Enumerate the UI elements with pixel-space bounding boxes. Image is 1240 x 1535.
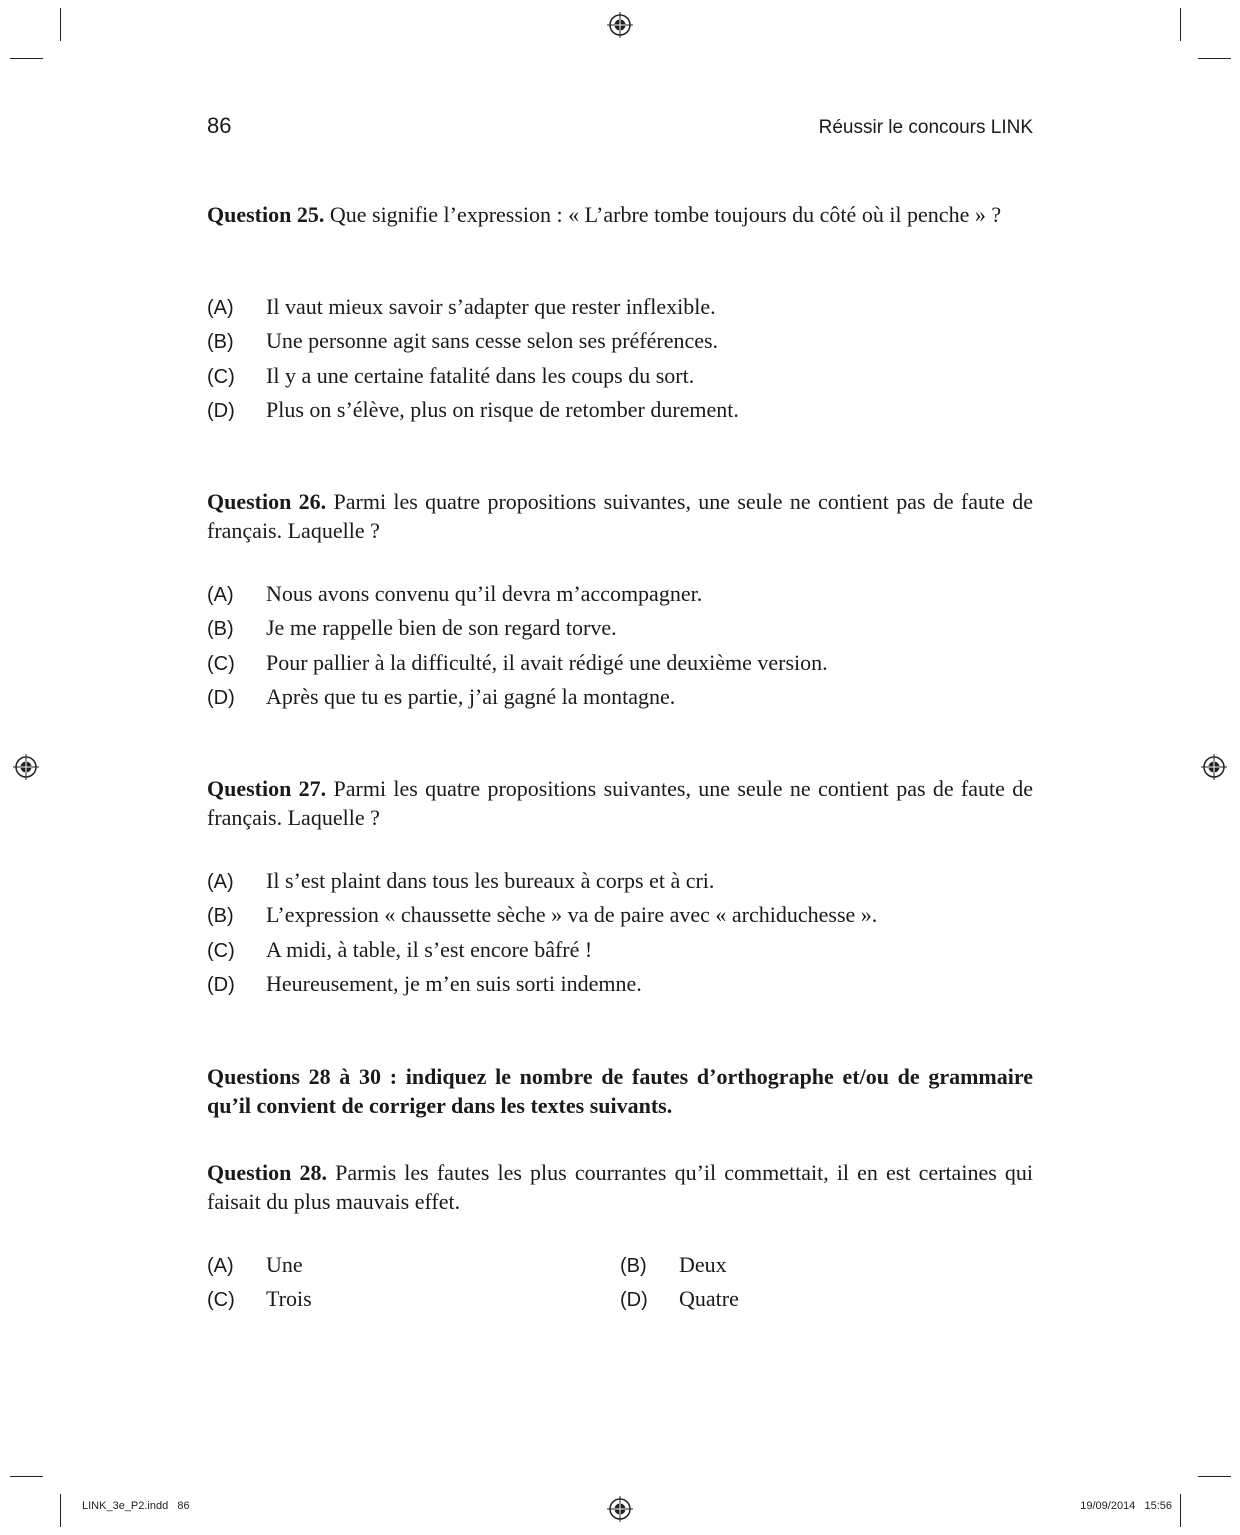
question-26-options	[207, 579, 1033, 716]
option-letter: (A)	[207, 297, 234, 319]
question-27-text	[207, 774, 1033, 832]
option-text: Pour pallier à la difficulté, il avait rédigé une deuxième version.	[266, 649, 828, 675]
option-c	[207, 648, 1033, 682]
option-letter: (B)	[620, 1255, 647, 1277]
option-text: Après que tu es partie, j’ai gagné la montagne.	[266, 683, 676, 709]
option-letter: (D)	[207, 973, 235, 996]
option-letter: (D)	[620, 1289, 648, 1312]
question-label: Question 26.	[207, 489, 327, 514]
option-letter: (C)	[207, 365, 235, 388]
running-head: Réussir le concours LINK	[818, 117, 1033, 138]
option-c	[207, 935, 1033, 969]
option-b	[207, 613, 1033, 647]
question-27-options	[207, 866, 1033, 1003]
option-text: Je me rappelle bien de son regard torve.	[266, 615, 617, 641]
option-a	[207, 292, 1033, 326]
option-a	[207, 579, 1033, 613]
instruction-text: Questions 28 à 30 : indiquez le nombre de fautes d’orthographe et/ou de grammaire qu’il convient de corriger dans les textes suivants.	[207, 1064, 1033, 1118]
question-prompt: Parmi les quatre propositions suivantes, une seule ne contient pas de faute de français. Laquelle ?	[207, 489, 1033, 543]
option-text: Quatre	[679, 1286, 739, 1312]
instruction-block	[207, 1062, 1033, 1120]
crop-mark	[1198, 1476, 1231, 1477]
option-letter: (B)	[207, 331, 234, 354]
question-28	[207, 1158, 1033, 1216]
crop-mark	[60, 8, 61, 41]
slug-date: 19/09/2014 15:56	[1080, 1500, 1172, 1512]
option-letter: (B)	[207, 905, 234, 928]
question-label: Question 27.	[207, 776, 327, 801]
crop-mark	[1180, 8, 1181, 41]
registration-mark-icon	[607, 12, 633, 38]
question-25-text	[207, 200, 1033, 229]
option-text: Heureusement, je m’en suis sorti indemne.	[266, 970, 642, 996]
registration-mark-icon	[13, 754, 39, 780]
crop-mark	[10, 58, 43, 59]
option-d	[207, 969, 1033, 1003]
option-b	[207, 326, 1033, 360]
option-a	[207, 1250, 620, 1284]
option-c	[207, 1284, 620, 1318]
registration-mark-icon	[607, 1496, 633, 1522]
option-letter: (A)	[207, 584, 234, 606]
crop-mark	[60, 1494, 61, 1527]
slug-file: LINK_3e_P2.indd 86	[82, 1500, 190, 1512]
option-text: Plus on s’élève, plus on risque de retomber durement.	[266, 396, 739, 422]
option-text: Il y a une certaine fatalité dans les coups du sort.	[266, 362, 695, 388]
question-28-text	[207, 1158, 1033, 1216]
option-letter: (C)	[207, 939, 235, 962]
question-25-options	[207, 292, 1033, 429]
question-28-options	[207, 1250, 1033, 1319]
option-letter: (D)	[207, 686, 235, 709]
crop-mark	[10, 1476, 43, 1477]
option-d	[620, 1284, 1033, 1318]
option-text: Il s’est plaint dans tous les bureaux à corps et à cri.	[266, 868, 715, 893]
option-b	[620, 1250, 1033, 1284]
option-text: L’expression « chaussette sèche » va de paire avec « archiduchesse ».	[266, 902, 878, 928]
option-letter: (B)	[207, 618, 234, 641]
crop-mark	[1198, 58, 1231, 59]
option-d	[207, 395, 1033, 429]
option-letter: (A)	[207, 1255, 234, 1277]
question-label: Question 28.	[207, 1160, 327, 1185]
registration-mark-icon	[1201, 754, 1227, 780]
option-letter: (A)	[207, 871, 234, 893]
question-prompt: Que signifie l’expression : « L’arbre tombe toujours du côté où il penche » ?	[324, 202, 1002, 227]
option-letter: (C)	[207, 1289, 235, 1312]
question-prompt: Parmi les quatre propositions suivantes, une seule ne contient pas de faute de français. Laquelle ?	[207, 776, 1033, 830]
page-number: 86	[207, 113, 232, 138]
option-text: Il vaut mieux savoir s’adapter que rester inflexible.	[266, 294, 716, 319]
option-letter: (C)	[207, 652, 235, 675]
option-text: Deux	[679, 1252, 727, 1277]
question-27	[207, 774, 1033, 832]
option-c	[207, 361, 1033, 395]
crop-mark	[1180, 1494, 1181, 1527]
option-b	[207, 900, 1033, 934]
question-prompt: Parmis les fautes les plus courrantes qu’il commettait, il en est certaines qui faisait du plus mauvais effet.	[207, 1160, 1033, 1214]
option-text: Nous avons convenu qu’il devra m’accompagner.	[266, 581, 703, 606]
option-text: Une	[266, 1252, 303, 1277]
option-d	[207, 682, 1033, 716]
option-text: A midi, à table, il s’est encore bâfré !	[266, 936, 593, 962]
question-label: Question 25.	[207, 202, 325, 227]
option-text: Une personne agit sans cesse selon ses préférences.	[266, 328, 719, 354]
option-letter: (D)	[207, 399, 235, 422]
option-text: Trois	[266, 1286, 312, 1312]
option-a	[207, 866, 1033, 900]
question-26	[207, 487, 1033, 545]
question-25	[207, 200, 1033, 229]
question-26-text	[207, 487, 1033, 545]
